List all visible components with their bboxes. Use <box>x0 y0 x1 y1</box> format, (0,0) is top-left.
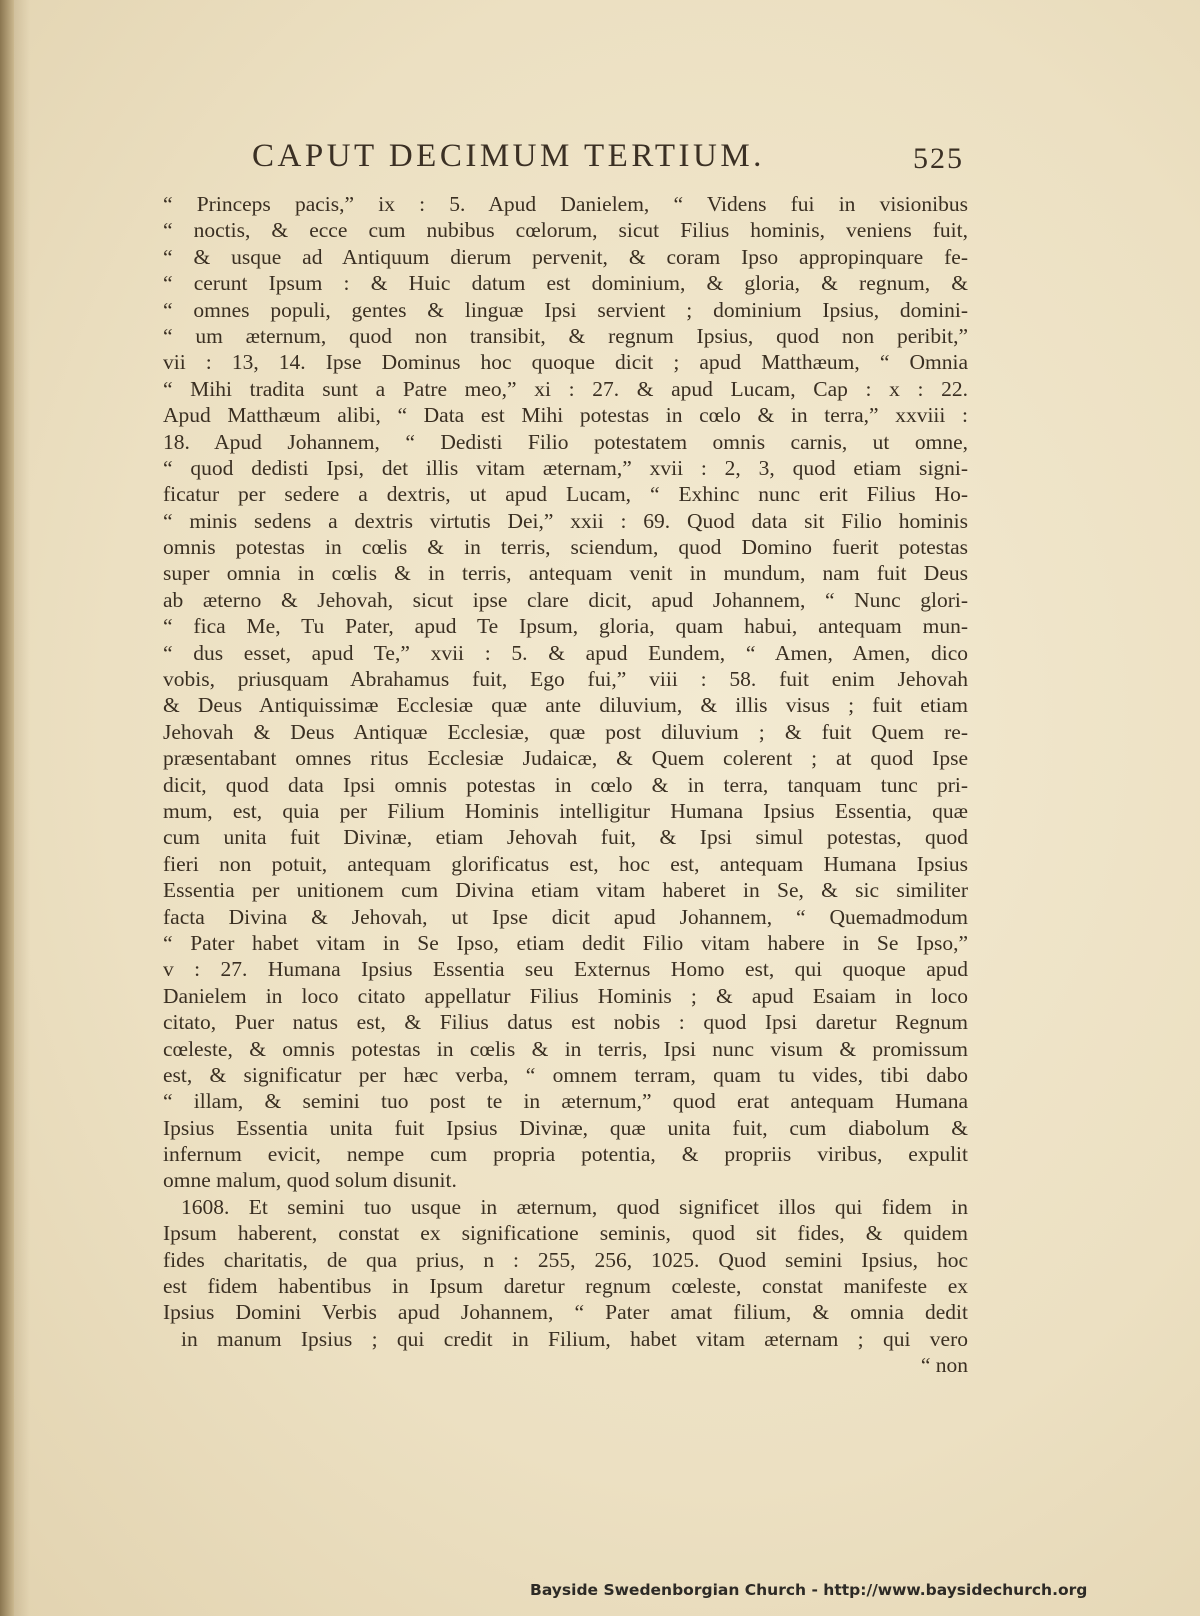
page-number: 525 <box>913 142 964 175</box>
text-line: Ipsius Domini Verbis apud Johannem, “ Pater amat filium, & omnia dedit <box>163 1300 968 1325</box>
text-line: “ omnes populi, gentes & linguæ Ipsi servient ; dominium Ipsius, domini- <box>163 297 968 322</box>
body-text <box>163 191 968 1379</box>
text-line: “ & usque ad Antiquum dierum pervenit, & coram Ipso appropinquare fe- <box>163 244 968 269</box>
chapter-title: CAPUT DECIMUM TERTIUM. <box>252 138 765 174</box>
text-line: “ Princeps pacis,” ix : 5. Apud Danielem, “ Videns fui in visionibus <box>163 192 968 216</box>
text-line: Ipsius Essentia unita fuit Ipsius Divinæ, quæ unita fuit, cum diabolum & <box>163 1115 968 1140</box>
text-line: ficatur per sedere a dextris, ut apud Lucam, “ Exhinc nunc erit Filius Ho- <box>163 482 968 507</box>
text-line: “ dus esset, apud Te,” xvii : 5. & apud Eundem, “ Amen, Amen, dico <box>163 640 968 665</box>
text-line: “ minis sedens a dextris virtutis Dei,” xxii : 69. Quod data sit Filio hominis <box>163 508 968 533</box>
text-line: Apud Matthæum alibi, “ Data est Mihi potestas in cœlo & in terra,” xxviii : <box>163 403 968 428</box>
page-gutter-shadow <box>0 0 14 1616</box>
text-line: Danielem in loco citato appellatur Filius Hominis ; & apud Esaiam in loco <box>163 983 968 1008</box>
text-line: mum, est, quia per Filium Hominis intelligitur Humana Ipsius Essentia, quæ <box>163 798 968 823</box>
running-header <box>160 138 980 182</box>
text-line: “ cerunt Ipsum : & Huic datum est dominium, & gloria, & regnum, & <box>163 271 968 296</box>
text-line: “ Mihi tradita sunt a Patre meo,” xi : 27. & apud Lucam, Cap : x : 22. <box>163 376 968 401</box>
text-line: 18. Apud Johannem, “ Dedisti Filio potestatem omnis carnis, ut omne, <box>163 429 968 454</box>
text-line: præsentabant omnes ritus Ecclesiæ Judaicæ, & Quem colerent ; at quod Ipse <box>163 746 968 771</box>
text-line: “ quod dedisti Ipsi, det illis vitam æternam,” xvii : 2, 3, quod etiam signi- <box>163 455 968 480</box>
text-line: omnis potestas in cœlis & in terris, sciendum, quod Domino fuerit potestas <box>163 535 968 560</box>
text-line: in manum Ipsius ; qui credit in Filium, habet vitam æternam ; qui vero <box>181 1326 968 1351</box>
text-line: fides charitatis, de qua prius, n : 255, 256, 1025. Quod semini Ipsius, hoc <box>163 1247 968 1272</box>
text-line: est, & significatur per hæc verba, “ omnem terram, quam tu vides, tibi dabo <box>163 1062 968 1087</box>
text-line: vobis, priusquam Abrahamus fuit, Ego fui,” viii : 58. fuit enim Jehovah <box>163 667 968 692</box>
text-line: ab æterno & Jehovah, sicut ipse clare dicit, apud Johannem, “ Nunc glori- <box>163 587 968 612</box>
text-line: cum unita fuit Divinæ, etiam Jehovah fuit, & Ipsi simul potestas, quod <box>163 825 968 850</box>
text-line: “ um æternum, quod non transibit, & regnum Ipsius, quod non peribit,” <box>163 323 968 348</box>
text-line: cœleste, & omnis potestas in cœlis & in terris, Ipsi nunc visum & promissum <box>163 1036 968 1061</box>
text-line: “ illam, & semini tuo post te in æternum,” quod erat antequam Humana <box>163 1089 968 1114</box>
text-line: vii : 13, 14. Ipse Dominus hoc quoque dicit ; apud Matthæum, “ Omnia <box>163 350 968 375</box>
text-line: facta Divina & Jehovah, ut Ipse dicit apud Johannem, “ Quemadmodum <box>163 904 968 929</box>
text-line: “ fica Me, Tu Pater, apud Te Ipsum, gloria, quam habui, antequam mun- <box>163 614 968 639</box>
text-line: super omnia in cœlis & in terris, antequam venit in mundum, nam fuit Deus <box>163 561 968 586</box>
text-line: est fidem habentibus in Ipsum daretur regnum cœleste, constat manifeste ex <box>163 1274 968 1299</box>
text-line: citato, Puer natus est, & Filius datus est nobis : quod Ipsi daretur Regnum <box>163 1010 968 1035</box>
text-line: & Deus Antiquissimæ Ecclesiæ quæ ante diluvium, & illis visus ; fuit etiam <box>163 693 968 718</box>
text-line: “ noctis, & ecce cum nubibus cœlorum, sicut Filius hominis, veniens fuit, <box>163 218 968 243</box>
text-line: Ipsum haberent, constat ex significatione seminis, quod sit fides, & quidem <box>163 1221 968 1246</box>
text-line: dicit, quod data Ipsi omnis potestas in cœlo & in terra, tanquam tunc pri- <box>163 772 968 797</box>
catchword: “ non <box>920 1353 968 1378</box>
footer-credit: Bayside Swedenborgian Church - http://www.baysidechurch.org <box>530 1581 1088 1599</box>
text-line: omne malum, quod solum disunit. <box>163 1168 457 1193</box>
text-line: fieri non potuit, antequam glorificatus est, hoc est, antequam Humana Ipsius <box>163 851 968 876</box>
paragraph-start-line: 1608. Et semini tuo usque in æternum, quod significet illos qui fidem in <box>181 1194 968 1219</box>
text-line: “ Pater habet vitam in Se Ipso, etiam dedit Filio vitam habere in Se Ipso,” <box>163 930 968 955</box>
text-line: infernum evicit, nempe cum propria potentia, & propriis viribus, expulit <box>163 1142 968 1167</box>
text-line: Jehovah & Deus Antiquæ Ecclesiæ, quæ post diluvium ; & fuit Quem re- <box>163 719 968 744</box>
text-line: v : 27. Humana Ipsius Essentia seu Externus Homo est, qui quoque apud <box>163 957 968 982</box>
text-line: Essentia per unitionem cum Divina etiam vitam haberet in Se, & sic similiter <box>163 878 968 903</box>
